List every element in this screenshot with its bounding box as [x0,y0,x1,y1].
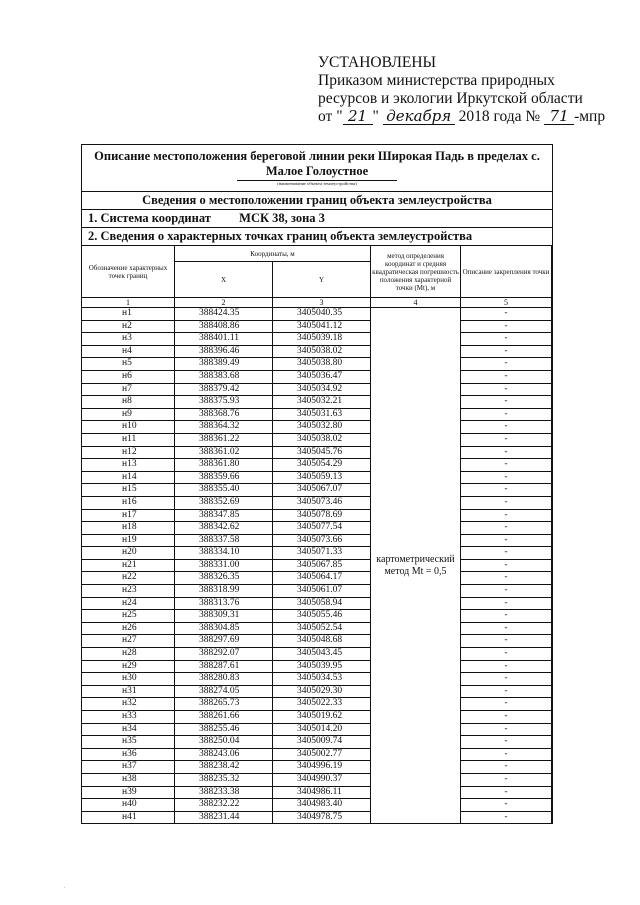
table-row [82,345,552,358]
coordinate-system-label: 1. Система координат [88,211,211,225]
point-id-cell: н4 [82,345,175,358]
x-coordinate-cell: 388424.35 [175,308,273,321]
coordinate-system-value: МСК 38, зона 3 [239,211,325,225]
y-coordinate-cell: 3405071.33 [273,547,371,560]
y-coordinate-cell: 3404990.37 [273,773,371,786]
point-id-cell: н15 [82,484,175,497]
point-id-cell: н21 [82,559,175,572]
table-row [82,383,552,396]
method-cell [371,308,461,824]
order-number: 71 [544,108,574,125]
x-coordinate-cell: 388375.93 [175,396,273,409]
point-id-cell: н27 [82,635,175,648]
y-coordinate-cell: 3405039.18 [273,333,371,346]
table-row [82,522,552,535]
fixing-description-cell: - [461,761,552,774]
col-number-2: 2 [175,298,273,308]
point-id-cell: н30 [82,673,175,686]
approval-date-line [318,108,605,126]
y-coordinate-cell: 3405002.77 [273,748,371,761]
x-coordinate-cell: 388233.38 [175,786,273,799]
x-coordinate-cell: 388232.22 [175,799,273,812]
y-coordinate-cell: 3404996.19 [273,761,371,774]
table-row [82,559,552,572]
col-coords-header: Координаты, м [175,246,371,262]
table-row [82,471,552,484]
table-row [82,433,552,446]
point-id-cell: н26 [82,622,175,635]
table-row [82,547,552,560]
point-id-cell: н32 [82,698,175,711]
table-row [82,484,552,497]
fixing-description-cell: - [461,660,552,673]
table-row [82,811,552,824]
point-id-cell: н29 [82,660,175,673]
fixing-description-cell: - [461,333,552,346]
y-coordinate-cell: 3405022.33 [273,698,371,711]
fixing-description-cell: - [461,673,552,686]
y-coordinate-cell: 3405014.20 [273,723,371,736]
point-id-cell: н23 [82,585,175,598]
fixing-description-cell: - [461,711,552,724]
x-coordinate-cell: 388309.31 [175,610,273,623]
point-id-cell: н35 [82,736,175,749]
point-id-cell: н33 [82,711,175,724]
table-row [82,635,552,648]
table-row [82,748,552,761]
fixing-description-cell: - [461,345,552,358]
x-coordinate-cell: 388347.85 [175,509,273,522]
x-coordinate-cell: 388304.85 [175,622,273,635]
fixing-description-cell: - [461,799,552,812]
title-note: (наименование объекта землеустройства) [237,180,396,186]
page-mark: . [64,884,66,890]
point-id-cell: н12 [82,446,175,459]
table-row [82,308,552,321]
table-row [82,736,552,749]
fixing-description-cell: - [461,320,552,333]
y-coordinate-cell: 3404978.75 [273,811,371,824]
y-coordinate-cell: 3405054.29 [273,459,371,472]
col-number-5: 5 [461,298,552,308]
col-point-header: Обозначение характерных точек границ [82,246,175,298]
points-table-body [82,308,552,824]
point-id-cell: н2 [82,320,175,333]
y-coordinate-cell: 3405052.54 [273,622,371,635]
y-coordinate-cell: 3405073.66 [273,534,371,547]
x-coordinate-cell: 388361.22 [175,433,273,446]
col-x-header: X [175,262,273,298]
table-row [82,711,552,724]
y-coordinate-cell: 3404986.11 [273,786,371,799]
fixing-description-cell: - [461,685,552,698]
col-method-header: метод определения координат и средняя квадратическая погрешность положения характерной точки (Mt), м [371,246,461,298]
y-coordinate-cell: 3405039.95 [273,660,371,673]
fixing-description-cell: - [461,572,552,585]
point-id-cell: н40 [82,799,175,812]
point-id-cell: н9 [82,408,175,421]
x-coordinate-cell: 388292.07 [175,648,273,661]
col-y-header: Y [273,262,371,298]
approval-line-3: ресурсов и экологии Иркутской области [318,90,583,107]
table-row [82,685,552,698]
approval-title: УСТАНОВЛЕНЫ [318,54,437,71]
y-coordinate-cell: 3405041.12 [273,320,371,333]
table-row [82,761,552,774]
table-row [82,786,552,799]
table-row [82,648,552,661]
fixing-description-cell: - [461,383,552,396]
table-row [82,799,552,812]
x-coordinate-cell: 388379.42 [175,383,273,396]
point-id-cell: н6 [82,370,175,383]
point-id-cell: н16 [82,496,175,509]
y-coordinate-cell: 3405032.80 [273,421,371,434]
fixing-description-cell: - [461,408,552,421]
x-coordinate-cell: 388287.61 [175,660,273,673]
x-coordinate-cell: 388331.00 [175,559,273,572]
point-id-cell: н14 [82,471,175,484]
point-id-cell: н10 [82,421,175,434]
x-coordinate-cell: 388383.68 [175,370,273,383]
approval-block [318,54,605,126]
table-row [82,358,552,371]
date-mid: " [372,108,379,125]
x-coordinate-cell: 388235.32 [175,773,273,786]
table-row [82,421,552,434]
fixing-description-cell: - [461,358,552,371]
point-id-cell: н36 [82,748,175,761]
fixing-description-cell: - [461,585,552,598]
table-row [82,320,552,333]
table-row [82,370,552,383]
y-coordinate-cell: 3405040.35 [273,308,371,321]
col-number-3: 3 [273,298,371,308]
table-row [82,408,552,421]
fixing-description-cell: - [461,786,552,799]
fixing-description-cell: - [461,446,552,459]
date-month: декабря [383,108,455,125]
x-coordinate-cell: 388313.76 [175,597,273,610]
x-coordinate-cell: 388261.66 [175,711,273,724]
point-id-cell: н19 [82,534,175,547]
date-day: 21 [343,108,373,125]
point-id-cell: н18 [82,522,175,535]
document-title: Описание местоположения береговой линии реки Широкая Падь в пределах с. Малое Голоустное [94,149,540,178]
fixing-description-cell: - [461,522,552,535]
point-id-cell: н3 [82,333,175,346]
point-id-cell: н17 [82,509,175,522]
table-row [82,773,552,786]
point-id-cell: н20 [82,547,175,560]
boundary-description-sheet [81,144,553,824]
col-number-1: 1 [82,298,175,308]
fixing-description-cell: - [461,421,552,434]
table-row [82,673,552,686]
fixing-description-cell: - [461,773,552,786]
y-coordinate-cell: 3405078.69 [273,509,371,522]
x-coordinate-cell: 388368.76 [175,408,273,421]
x-coordinate-cell: 388255.46 [175,723,273,736]
y-coordinate-cell: 3405036.47 [273,370,371,383]
table-row [82,610,552,623]
table-row [82,534,552,547]
date-prefix: от " [318,108,343,125]
fixing-description-cell: - [461,370,552,383]
fixing-description-cell: - [461,471,552,484]
table-row [82,572,552,585]
table-row [82,597,552,610]
fixing-description-cell: - [461,610,552,623]
fixing-description-cell: - [461,396,552,409]
y-coordinate-cell: 3405058.94 [273,597,371,610]
fixing-description-cell: - [461,736,552,749]
x-coordinate-cell: 388408.86 [175,320,273,333]
fixing-description-cell: - [461,308,552,321]
x-coordinate-cell: 388274.05 [175,685,273,698]
y-coordinate-cell: 3405034.53 [273,673,371,686]
point-id-cell: н34 [82,723,175,736]
fixing-description-cell: - [461,635,552,648]
y-coordinate-cell: 3405029.30 [273,685,371,698]
x-coordinate-cell: 388401.11 [175,333,273,346]
order-suffix: -мпр [574,108,606,125]
x-coordinate-cell: 388326.35 [175,572,273,585]
point-id-cell: н38 [82,773,175,786]
y-coordinate-cell: 3405064.17 [273,572,371,585]
fixing-description-cell: - [461,559,552,572]
point-id-cell: н31 [82,685,175,698]
x-coordinate-cell: 388361.80 [175,459,273,472]
y-coordinate-cell: 3405077.54 [273,522,371,535]
method-line-2: метод Mt = 0,5 [384,565,447,577]
x-coordinate-cell: 388238.42 [175,761,273,774]
y-coordinate-cell: 3405038.80 [273,358,371,371]
y-coordinate-cell: 3405043.45 [273,648,371,661]
x-coordinate-cell: 388361.02 [175,446,273,459]
table-row [82,622,552,635]
point-id-cell: н41 [82,811,175,824]
point-id-cell: н8 [82,396,175,409]
y-coordinate-cell: 3405067.07 [273,484,371,497]
date-year: 2018 года № [458,108,541,125]
x-coordinate-cell: 388318.99 [175,585,273,598]
x-coordinate-cell: 388337.58 [175,534,273,547]
table-row [82,660,552,673]
point-id-cell: н13 [82,459,175,472]
point-id-cell: н7 [82,383,175,396]
fixing-description-cell: - [461,622,552,635]
approval-line-2: Приказом министерства природных [318,72,555,89]
point-id-cell: н39 [82,786,175,799]
fixing-description-cell: - [461,433,552,446]
fixing-description-cell: - [461,509,552,522]
y-coordinate-cell: 3405059.13 [273,471,371,484]
table-row [82,496,552,509]
point-id-cell: н24 [82,597,175,610]
x-coordinate-cell: 388243.06 [175,748,273,761]
fixing-description-cell: - [461,748,552,761]
fixing-description-cell: - [461,459,552,472]
y-coordinate-cell: 3405038.02 [273,433,371,446]
table-row [82,723,552,736]
y-coordinate-cell: 3405048.68 [273,635,371,648]
y-coordinate-cell: 3405055.46 [273,610,371,623]
y-coordinate-cell: 3405045.76 [273,446,371,459]
x-coordinate-cell: 388352.69 [175,496,273,509]
x-coordinate-cell: 388355.40 [175,484,273,497]
point-id-cell: н28 [82,648,175,661]
point-id-cell: н1 [82,308,175,321]
y-coordinate-cell: 3404983.40 [273,799,371,812]
x-coordinate-cell: 388389.49 [175,358,273,371]
y-coordinate-cell: 3405073.46 [273,496,371,509]
x-coordinate-cell: 388265.73 [175,698,273,711]
fixing-description-cell: - [461,648,552,661]
y-coordinate-cell: 3405019.62 [273,711,371,724]
fixing-description-cell: - [461,723,552,736]
point-id-cell: н5 [82,358,175,371]
fixing-description-cell: - [461,547,552,560]
x-coordinate-cell: 388342.62 [175,522,273,535]
coordinate-system-row [82,209,552,227]
x-coordinate-cell: 388334.10 [175,547,273,560]
point-id-cell: н37 [82,761,175,774]
fixing-description-cell: - [461,496,552,509]
fixing-description-cell: - [461,698,552,711]
section-header: Сведения о местоположении границ объекта землеустройства [82,191,552,209]
y-coordinate-cell: 3405031.63 [273,408,371,421]
fixing-description-cell: - [461,597,552,610]
x-coordinate-cell: 388231.44 [175,811,273,824]
y-coordinate-cell: 3405061.07 [273,585,371,598]
x-coordinate-cell: 388359.66 [175,471,273,484]
y-coordinate-cell: 3405067.85 [273,559,371,572]
points-header: 2. Сведения о характерных точках границ объекта землеустройства [82,227,552,245]
x-coordinate-cell: 388364.32 [175,421,273,434]
table-row [82,509,552,522]
x-coordinate-cell: 388280.83 [175,673,273,686]
table-row [82,396,552,409]
table-row [82,698,552,711]
y-coordinate-cell: 3405032.21 [273,396,371,409]
point-id-cell: н25 [82,610,175,623]
method-line-1: картометрический [376,553,455,565]
x-coordinate-cell: 388250.04 [175,736,273,749]
col-number-4: 4 [371,298,461,308]
y-coordinate-cell: 3405038.02 [273,345,371,358]
points-table [81,245,552,824]
x-coordinate-cell: 388297.69 [175,635,273,648]
fixing-description-cell: - [461,484,552,497]
point-id-cell: н11 [82,433,175,446]
fixing-description-cell: - [461,534,552,547]
y-coordinate-cell: 3405009.74 [273,736,371,749]
col-desc-header: Описание закрепления точки [461,246,552,298]
table-row [82,585,552,598]
table-row [82,446,552,459]
table-row [82,333,552,346]
fixing-description-cell: - [461,811,552,824]
x-coordinate-cell: 388396.46 [175,345,273,358]
table-row [82,459,552,472]
y-coordinate-cell: 3405034.92 [273,383,371,396]
point-id-cell: н22 [82,572,175,585]
